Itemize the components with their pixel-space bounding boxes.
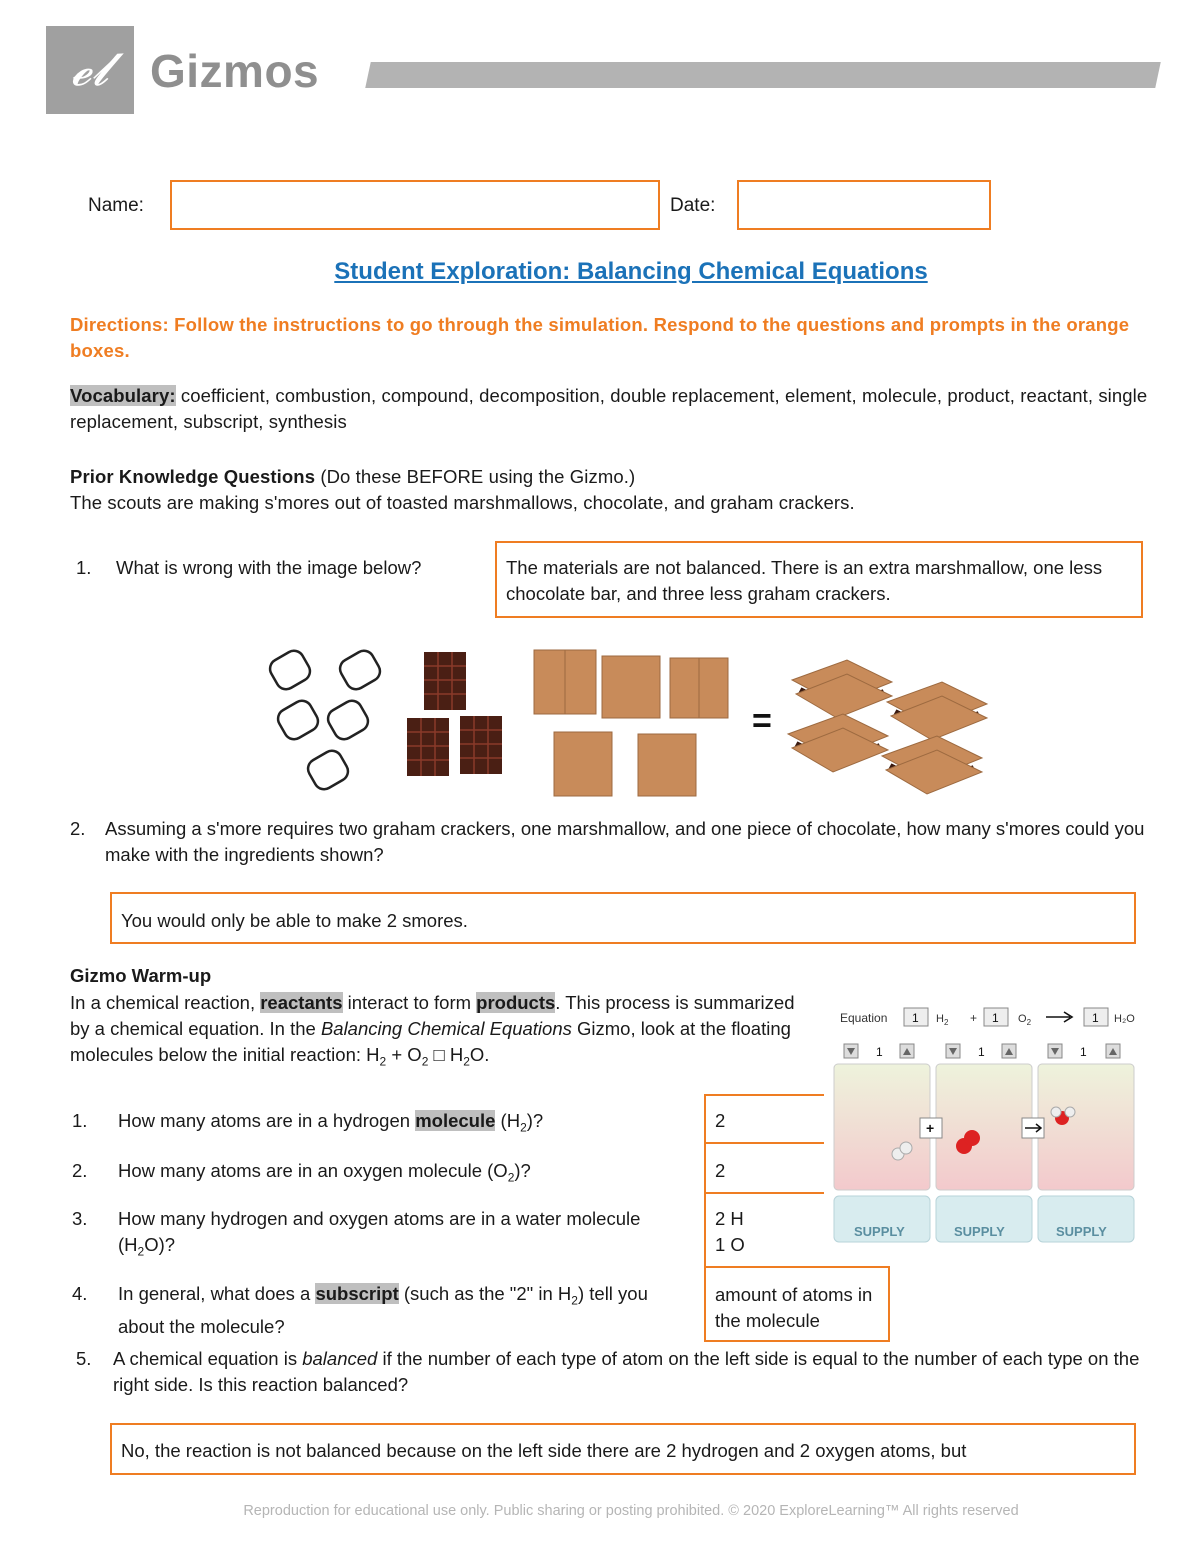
smores-illustration [262, 640, 1002, 810]
products-term: products [476, 992, 556, 1013]
warmup-q1-number: 1. [72, 1110, 88, 1131]
warmup-q5-answer-box[interactable]: No, the reaction is not balanced because on the left side there are 2 hydrogen and 2 oxygen atoms, but [110, 1423, 1136, 1475]
page-title: Student Exploration: Balancing Chemical Equations [334, 258, 928, 285]
warmup-q5-text: A chemical equation is balanced if the number of each type of atom on the left side is equal to the number of each type on the right side. Is this reaction balanced? [113, 1348, 1140, 1395]
prior-intro: The scouts are making s'mores out of toasted marshmallows, chocolate, and graham crackers. [70, 492, 855, 513]
warmup-q4-text: In general, what does a subscript (such as the "2" in $H_2$) tell you about the molecule? [118, 1283, 648, 1337]
coefficient-2: 1 [992, 1011, 999, 1025]
logo-mark: 𝓮𝓵 [71, 42, 109, 96]
gizmo-plus-button: + [926, 1120, 935, 1136]
coefficient-1: 1 [912, 1011, 919, 1025]
brand-name: Gizmos [150, 45, 320, 97]
chocolate-bars [407, 652, 502, 776]
equation-label: Equation [840, 1011, 888, 1025]
warmup-q3-number: 3. [72, 1208, 88, 1229]
prior-note: (Do these BEFORE using the Gizmo.) [315, 466, 636, 487]
equals-sign: = [752, 702, 772, 740]
warmup-q1-text: How many atoms are in a hydrogen molecule $(H_2)$? [118, 1110, 544, 1135]
warmup-q1-answer-box[interactable]: 2 [704, 1094, 824, 1144]
footer-copyright: Reproduction for educational use only. Public sharing or posting prohibited. © 2020 ExploreLearning™ All rights reserved [243, 1503, 1019, 1519]
gizmo-plus-label: + [970, 1011, 978, 1025]
warmup-q2-text: How many atoms are in an oxygen molecule $(O_2)$? [118, 1160, 531, 1185]
graham-crackers [534, 650, 728, 796]
warmup-q2-answer-box[interactable]: 2 [704, 1142, 824, 1194]
q1-text: What is wrong with the image below? [116, 557, 422, 578]
spinner-1-value: 1 [876, 1045, 883, 1059]
svg-text:O2: $O_2$ [1018, 1013, 1032, 1027]
svg-text:H2: $H_2$ [936, 1013, 949, 1027]
vocabulary-terms: coefficient, combustion, compound, decomposition, double replacement, element, molecule, product, reactant, single replacement, subscript, synthesis [70, 385, 1148, 432]
q2-answer-box[interactable]: You would only be able to make 2 smores. [110, 892, 1136, 944]
name-field[interactable] [170, 180, 660, 230]
date-label: Date: [670, 195, 716, 216]
q2-number: 2. [70, 818, 86, 839]
arrow-icon [1046, 1012, 1072, 1022]
marshmallows [266, 647, 383, 793]
warmup-q4-answer-box[interactable]: amount of atoms in the molecule [704, 1266, 890, 1342]
q2-text: Assuming a s'more requires two graham crackers, one marshmallow, and one piece of chocolate, how many s'mores could you make with the ingredients shown? [105, 818, 1145, 865]
molecule-term: molecule [415, 1110, 496, 1131]
directions: Directions: Follow the instructions to go through the simulation. Respond to the questions and prompts in the orange boxes. [70, 314, 1130, 361]
q1-number: 1. [76, 557, 92, 578]
supply-button-1: SUPPLY [854, 1224, 905, 1239]
q1-answer-box[interactable]: The materials are not balanced. There is an extra marshmallow, one less chocolate bar, and three less graham crackers. [495, 541, 1143, 618]
vocabulary [70, 383, 1170, 435]
warmup-heading: Gizmo Warm-up [70, 965, 212, 986]
coefficient-3: 1 [1092, 1011, 1099, 1025]
prior-heading: Prior Knowledge Questions [70, 466, 316, 487]
explorelearning-logo [46, 26, 134, 114]
spinner-2-value: 1 [978, 1045, 985, 1059]
warmup-q3-text: How many hydrogen and oxygen atoms are in a water molecule $(H_2O)$? [118, 1208, 641, 1259]
date-field[interactable] [737, 180, 991, 230]
reactants-term: reactants [260, 992, 343, 1013]
warmup-intro: In a chemical reaction, reactants interact to form products. This process is summarized by a chemical equation. In the Balancing Chemical Equations Gizmo, look at the floating molecules below the initial reaction: $H_2 + O_2$ □ $H_2O$. [70, 992, 795, 1069]
vocabulary-label: Vocabulary: [70, 385, 176, 406]
supply-button-2: SUPPLY [954, 1224, 1005, 1239]
warmup-q5-number: 5. [76, 1348, 92, 1369]
subscript-term: subscript [315, 1283, 399, 1304]
smores [788, 660, 987, 794]
warmup-q2-number: 2. [72, 1160, 88, 1181]
warmup-q3-answer-box[interactable]: 2 H 1 O [704, 1192, 824, 1268]
gizmo-screenshot [832, 1000, 1140, 1248]
name-label: Name: [88, 195, 144, 216]
svg-text:H₂O: H₂O [1114, 1013, 1135, 1025]
supply-button-3: SUPPLY [1056, 1224, 1107, 1239]
prior-knowledge-section [70, 464, 1170, 516]
warmup-q4-number: 4. [72, 1283, 88, 1304]
spinner-3-value: 1 [1080, 1045, 1087, 1059]
header-bar [365, 62, 1161, 88]
